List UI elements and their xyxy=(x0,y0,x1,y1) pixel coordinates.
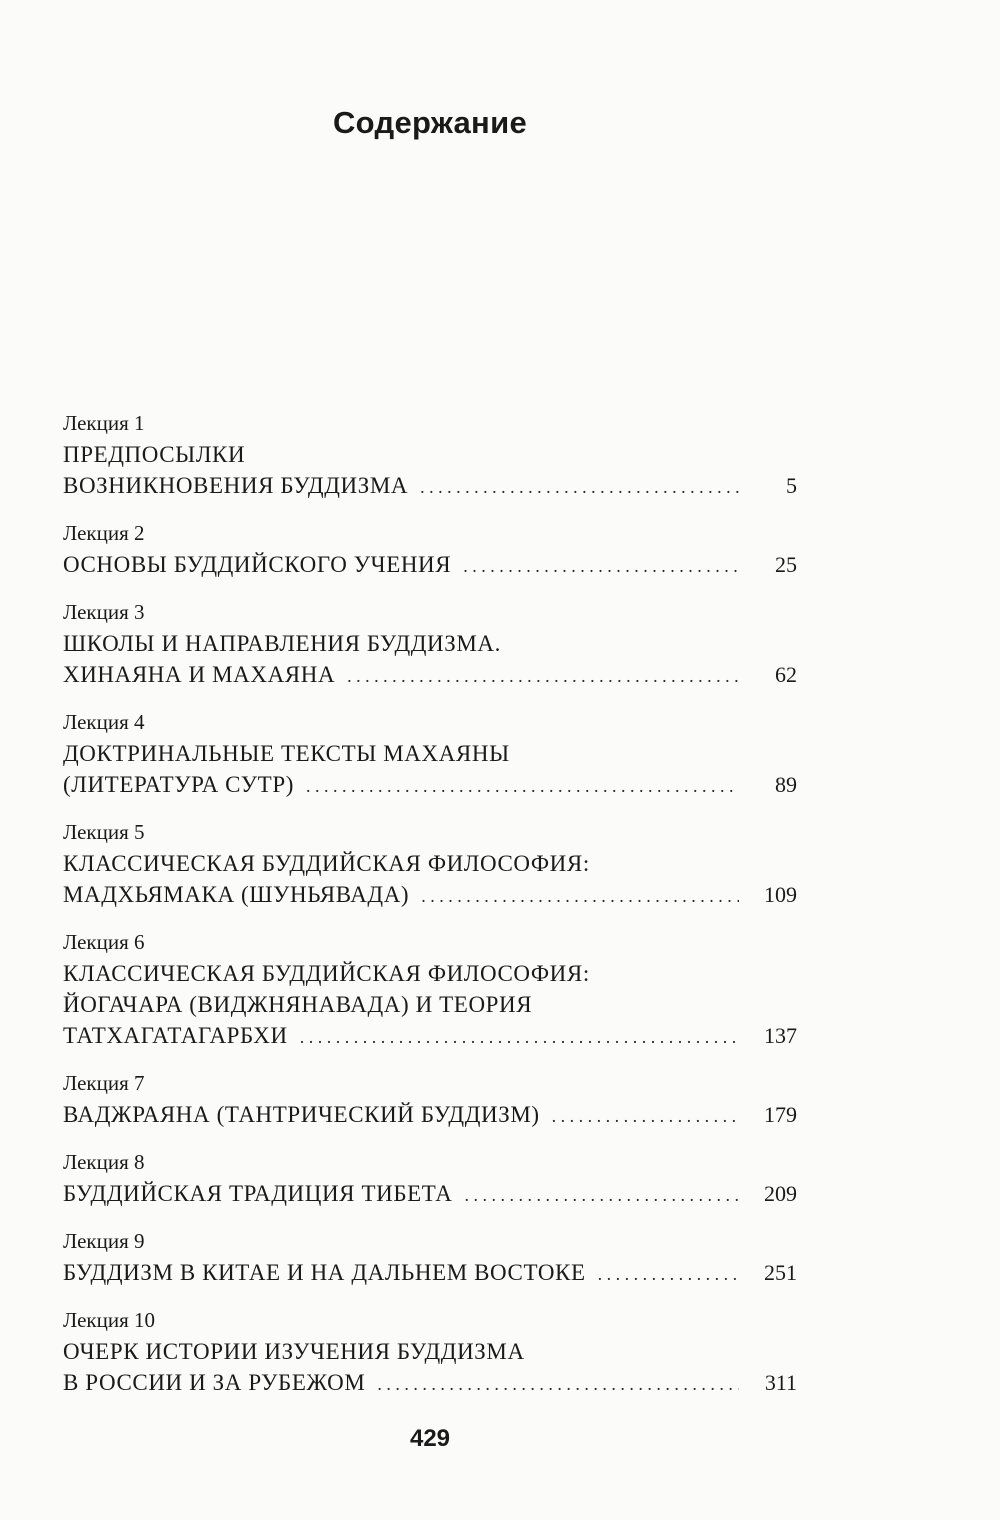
dot-leader xyxy=(420,472,739,503)
lecture-label: Лекция 10 xyxy=(63,1308,156,1332)
lecture-label: Лекция 5 xyxy=(63,820,145,844)
toc-entry xyxy=(63,1226,797,1288)
lecture-title-line xyxy=(63,769,797,800)
lecture-label: Лекция 1 xyxy=(63,411,145,435)
lecture-title-text: В РОССИИ И ЗА РУБЕЖОМ xyxy=(63,1370,366,1395)
dot-leader xyxy=(465,1180,740,1211)
lecture-title-line xyxy=(63,549,797,580)
lecture-title-line xyxy=(63,1099,797,1130)
lecture-title-text: БУДДИЗМ В КИТАЕ И НА ДАЛЬНЕМ ВОСТОКЕ xyxy=(63,1260,586,1285)
toc-entry xyxy=(63,927,797,1051)
dot-leader xyxy=(306,771,739,802)
lecture-title-line xyxy=(63,1257,797,1288)
toc-entry xyxy=(63,817,797,910)
toc-entry xyxy=(63,1068,797,1130)
lecture-title-line: ОЧЕРК ИСТОРИИ ИЗУЧЕНИЯ БУДДИЗМА xyxy=(63,1339,525,1364)
lecture-label: Лекция 2 xyxy=(63,521,145,545)
lecture-title-text: ВОЗНИКНОВЕНИЯ БУДДИЗМА xyxy=(63,473,409,498)
lecture-title-line: ЙОГАЧАРА (ВИДЖНЯНАВАДА) И ТЕОРИЯ xyxy=(63,992,533,1017)
lecture-title-line xyxy=(63,470,797,501)
page-number: 429 xyxy=(409,1425,451,1452)
toc-entry xyxy=(63,518,797,580)
lecture-label: Лекция 6 xyxy=(63,930,145,954)
lecture-label: Лекция 3 xyxy=(63,600,145,624)
lecture-title-text: МАДХЬЯМАКА (ШУНЬЯВАДА) xyxy=(63,882,410,907)
dot-leader xyxy=(300,1022,739,1053)
toc-entry xyxy=(63,1147,797,1209)
toc-entry xyxy=(63,1305,797,1398)
lecture-title-line: КЛАССИЧЕСКАЯ БУДДИЙСКАЯ ФИЛОСОФИЯ: xyxy=(63,961,590,986)
lecture-title-line xyxy=(63,1178,797,1209)
dot-leader xyxy=(598,1259,739,1290)
lecture-title-line: ПРЕДПОСЫЛКИ xyxy=(63,442,246,467)
lecture-title-line xyxy=(63,1020,797,1051)
lecture-label: Лекция 8 xyxy=(63,1150,145,1174)
lecture-title-line: КЛАССИЧЕСКАЯ БУДДИЙСКАЯ ФИЛОСОФИЯ: xyxy=(63,851,590,876)
toc-page-number: 311 xyxy=(764,1370,797,1395)
lecture-title-text: ТАТХАГАТАГАРБХИ xyxy=(63,1023,288,1048)
lecture-label: Лекция 9 xyxy=(63,1229,145,1253)
lecture-title-text: ХИНАЯНА И МАХАЯНА xyxy=(63,662,336,687)
toc-page-number: 25 xyxy=(775,552,797,577)
lecture-title-line xyxy=(63,879,797,910)
toc-page-number: 137 xyxy=(764,1023,797,1048)
lecture-title-line: ДОКТРИНАЛЬНЫЕ ТЕКСТЫ МАХАЯНЫ xyxy=(63,741,510,766)
table-of-contents xyxy=(63,408,797,1415)
dot-leader xyxy=(377,1369,739,1400)
lecture-title-line xyxy=(63,1367,797,1398)
toc-page-number: 5 xyxy=(786,473,797,498)
lecture-title-line: ШКОЛЫ И НАПРАВЛЕНИЯ БУДДИЗМА. xyxy=(63,631,501,656)
toc-entry xyxy=(63,597,797,690)
page-title: Содержание xyxy=(333,104,527,140)
dot-leader xyxy=(463,551,739,582)
toc-page-number: 251 xyxy=(764,1260,797,1285)
lecture-title-text: ОСНОВЫ БУДДИЙСКОГО УЧЕНИЯ xyxy=(63,552,452,577)
toc-page-number: 62 xyxy=(775,662,797,687)
lecture-title-text: (ЛИТЕРАТУРА СУТР) xyxy=(63,772,294,797)
toc-entry xyxy=(63,707,797,800)
toc-entry xyxy=(63,408,797,501)
lecture-label: Лекция 7 xyxy=(63,1071,145,1095)
toc-page-number: 179 xyxy=(764,1102,797,1127)
dot-leader xyxy=(552,1101,739,1132)
lecture-title-text: ВАДЖРАЯНА (ТАНТРИЧЕСКИЙ БУДДИЗМ) xyxy=(63,1102,540,1127)
lecture-title-line xyxy=(63,659,797,690)
toc-page-number: 109 xyxy=(764,882,797,907)
lecture-label: Лекция 4 xyxy=(63,710,145,734)
dot-leader xyxy=(421,881,739,912)
toc-page-number: 209 xyxy=(764,1181,797,1206)
dot-leader xyxy=(347,661,739,692)
toc-page-number: 89 xyxy=(775,772,797,797)
lecture-title-text: БУДДИЙСКАЯ ТРАДИЦИЯ ТИБЕТА xyxy=(63,1181,453,1206)
